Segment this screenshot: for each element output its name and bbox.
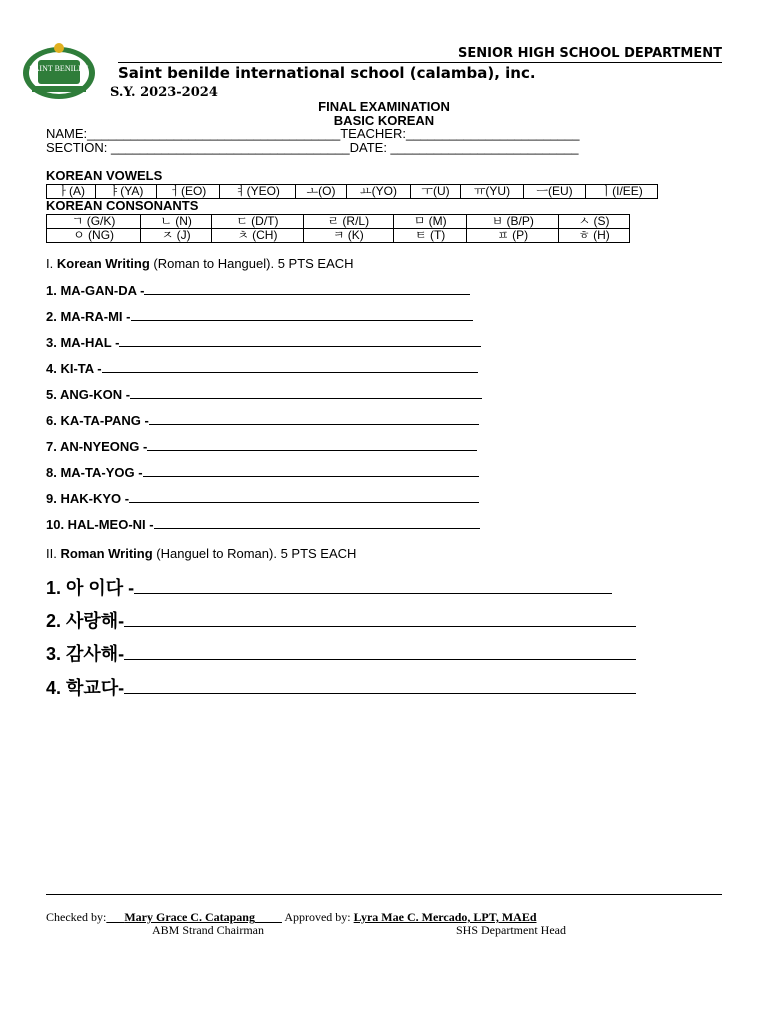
consonants-table xyxy=(46,214,630,243)
question-item: 6. KA-TA-PANG - xyxy=(46,413,479,428)
consonant-cell: ㅇ (NG) xyxy=(47,229,141,243)
consonant-cell: ㅍ (P) xyxy=(467,229,559,243)
vowel-cell: ㅑ(YA) xyxy=(96,185,156,199)
vowels-table xyxy=(46,184,658,199)
school-logo xyxy=(18,40,100,102)
consonant-cell: ㄹ (R/L) xyxy=(303,215,393,229)
department-title: SENIOR HIGH SCHOOL DEPARTMENT xyxy=(458,46,722,61)
question-item: 9. HAK-KYO - xyxy=(46,491,479,506)
answer-line[interactable] xyxy=(102,361,478,373)
consonant-cell: ㅎ (H) xyxy=(559,229,630,243)
question-item: 4. KI-TA - xyxy=(46,361,478,376)
footer-rule xyxy=(46,894,722,895)
question-item: 1. MA-GAN-DA - xyxy=(46,283,470,298)
part1-instructions: (Roman to Hanguel). 5 PTS EACH xyxy=(149,256,354,271)
exam-subject: BASIC KOREAN xyxy=(333,113,435,128)
answer-line[interactable] xyxy=(130,387,482,399)
part2-numeral: II. xyxy=(46,546,57,561)
logo-text: SAINT BENILDE xyxy=(29,64,89,73)
approved-by-name: Lyra Mae C. Mercado, LPT, MAEd xyxy=(353,910,537,924)
checked-by-label: Checked by: xyxy=(46,910,107,924)
question-item: 2. 사랑해- xyxy=(46,607,636,633)
name-field[interactable]: ___________________________________ xyxy=(87,126,341,141)
section-date-row xyxy=(46,141,579,155)
part1-heading xyxy=(46,256,354,271)
question-item: 1. 아 이다 - xyxy=(46,574,612,600)
approved-by-label: Approved by: xyxy=(284,910,351,924)
vowel-cell: ㅗ(O) xyxy=(295,185,346,199)
answer-line[interactable] xyxy=(143,465,479,477)
vowel-cell: ㅛ(YO) xyxy=(347,185,411,199)
question-item: 2. MA-RA-MI - xyxy=(46,309,473,324)
answer-line[interactable] xyxy=(134,578,612,594)
answer-line[interactable] xyxy=(119,335,481,347)
consonant-cell: ㄷ (D/T) xyxy=(212,215,304,229)
checked-by-name: Mary Grace C. Catapang xyxy=(124,910,255,924)
date-label: DATE: xyxy=(349,140,387,155)
question-item: 8. MA-TA-YOG - xyxy=(46,465,479,480)
part2-heading xyxy=(46,546,356,561)
date-field[interactable]: __________________________ xyxy=(386,140,579,155)
part1-numeral: I. xyxy=(46,256,54,271)
consonant-cell: ㅅ (S) xyxy=(559,215,630,229)
consonant-cell: ㄱ (G/K) xyxy=(47,215,141,229)
question-item: 7. AN-NYEONG - xyxy=(46,439,477,454)
vowel-cell: ㅓ(EO) xyxy=(156,185,220,199)
section-label: SECTION: xyxy=(46,140,108,155)
header-rule xyxy=(118,62,722,63)
answer-line[interactable] xyxy=(131,309,473,321)
question-item: 3. MA-HAL - xyxy=(46,335,481,350)
question-item: 3. 감사해- xyxy=(46,640,636,666)
part2-title: Roman Writing xyxy=(60,546,153,561)
vowels-heading: KOREAN VOWELS xyxy=(46,168,163,183)
name-teacher-row xyxy=(46,127,580,141)
answer-line[interactable] xyxy=(147,439,477,451)
answer-line[interactable] xyxy=(154,517,480,529)
vowel-cell: ㅣ(I/EE) xyxy=(586,185,658,199)
checked-by-title: ABM Strand Chairman xyxy=(152,923,264,937)
consonant-cell: ㅂ (B/P) xyxy=(467,215,559,229)
consonant-cell: ㅌ (T) xyxy=(393,229,466,243)
consonant-cell: ㅊ (CH) xyxy=(212,229,304,243)
consonant-cell: ㄴ (N) xyxy=(141,215,212,229)
consonant-cell: ㅁ (M) xyxy=(393,215,466,229)
consonant-cell: ㅈ (J) xyxy=(141,229,212,243)
section-field[interactable]: _________________________________ xyxy=(107,140,350,155)
name-label: NAME: xyxy=(46,126,88,141)
school-name: Saint benilde international school (calamba), inc. xyxy=(118,64,536,82)
answer-line[interactable] xyxy=(124,611,636,627)
consonants-heading: KOREAN CONSONANTS xyxy=(46,198,199,213)
vowel-cell: ㅕ(YEO) xyxy=(220,185,296,199)
question-item: 5. ANG-KON - xyxy=(46,387,482,402)
exam-title: FINAL EXAMINATION xyxy=(318,99,450,114)
consonant-cell: ㅋ (K) xyxy=(303,229,393,243)
teacher-label: TEACHER: xyxy=(340,126,406,141)
question-item: 4. 학교다- xyxy=(46,674,636,700)
part2-instructions: (Hanguel to Roman). 5 PTS EACH xyxy=(152,546,357,561)
answer-line[interactable] xyxy=(124,678,636,694)
vowel-cell: ㅡ(EU) xyxy=(523,185,586,199)
answer-line[interactable] xyxy=(144,283,470,295)
answer-line[interactable] xyxy=(124,644,636,660)
part1-title: Korean Writing xyxy=(56,256,150,271)
vowel-cell: ㅠ(YU) xyxy=(461,185,524,199)
approved-by-title: SHS Department Head xyxy=(456,923,566,937)
answer-line[interactable] xyxy=(129,491,479,503)
school-year: S.Y. 2023-2024 xyxy=(110,85,218,100)
teacher-field[interactable]: ________________________ xyxy=(405,126,580,141)
vowel-cell: ㅜ(U) xyxy=(410,185,460,199)
answer-line[interactable] xyxy=(149,413,479,425)
vowel-cell: ㅏ(A) xyxy=(47,185,96,199)
question-item: 10. HAL-MEO-NI - xyxy=(46,517,480,532)
